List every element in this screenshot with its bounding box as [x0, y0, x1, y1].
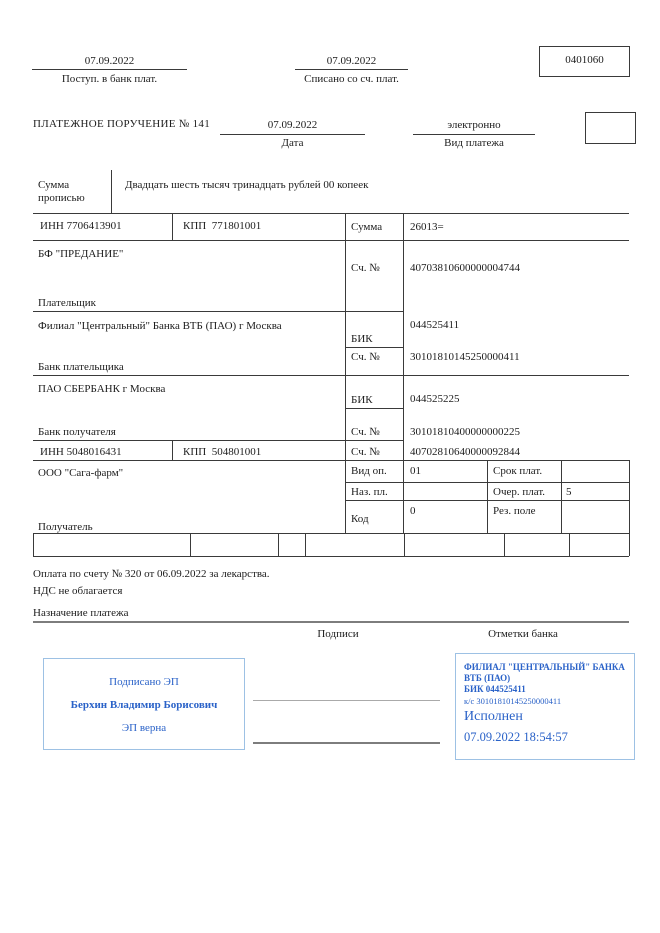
esignature-signer-name: Берхин Владимир Борисович: [70, 699, 218, 711]
bank-stamp-bik: БИК 044525411: [464, 684, 526, 694]
payee-name: ООО "Сага-фарм": [38, 467, 124, 479]
op-grid-divider: [487, 460, 488, 533]
payment-kind-value: электронно: [447, 119, 501, 131]
budget-row-divider: [190, 533, 191, 556]
form-code: 0401060: [565, 54, 604, 66]
sum-value: 26013=: [410, 221, 444, 233]
purpose-line-2: НДС не облагается: [33, 585, 123, 597]
label-column-left-border: [345, 213, 346, 533]
bank-stamp-corr-account: к/с 30101810145250000411: [464, 696, 562, 706]
payee-label: Получатель: [38, 521, 93, 533]
inn-kpp-divider: [172, 213, 173, 240]
table-line: [33, 311, 403, 312]
form-code-box: [539, 46, 630, 77]
esignature-signed-label: Подписано ЭП: [109, 676, 179, 688]
budget-row-divider: [629, 533, 630, 556]
received-date-label: Поступ. в банк плат.: [61, 73, 158, 85]
payee-kpp: КПП 504801001: [183, 446, 262, 458]
payer-bank-account-label: Сч. №: [351, 351, 380, 363]
debited-date-label: Списано со сч. плат.: [304, 73, 399, 85]
document-date: 07.09.2022: [267, 119, 318, 131]
payee-bank-bik: 044525225: [410, 393, 460, 405]
table-line: [33, 213, 629, 214]
payee-bank-account: 30101810400000000225: [410, 426, 520, 438]
bank-stamp-status: Исполнен: [464, 709, 523, 724]
budget-row-divider: [404, 533, 405, 556]
budget-row-divider: [305, 533, 306, 556]
budget-row-divider: [504, 533, 505, 556]
received-date-underline: [32, 69, 187, 70]
debited-date: 07.09.2022: [326, 55, 377, 67]
code-label: Код: [351, 513, 369, 525]
due-label: Срок плат.: [493, 465, 543, 477]
bank-stamp-branch-line2: ВТБ (ПАО): [464, 673, 511, 683]
op-grid-right-border: [629, 460, 630, 533]
table-line: [33, 375, 629, 376]
table-line: [345, 408, 403, 409]
payer-label: Плательщик: [38, 297, 96, 309]
table-line: [33, 440, 403, 441]
purpose-line-1: Оплата по счету № 320 от 06.09.2022 за лекарства.: [33, 568, 270, 580]
table-line: [33, 240, 629, 241]
payer-account: 40703810600000004744: [410, 262, 520, 274]
amount-words-divider: [111, 170, 112, 213]
signature-line-2: [253, 742, 440, 744]
esignature-valid-label: ЭП верна: [121, 722, 167, 734]
payee-inn: ИНН 5048016431: [40, 446, 122, 458]
op-type-value: 01: [410, 465, 421, 477]
payer-bank-name: Филиал "Центральный" Банка ВТБ (ПАО) г Москва: [38, 320, 282, 332]
payee-bank-name: ПАО СБЕРБАНК г Москва: [38, 383, 166, 395]
status-field-box: [585, 112, 636, 144]
budget-row-divider: [569, 533, 570, 556]
bank-stamp-timestamp: 07.09.2022 18:54:57: [464, 730, 568, 744]
priority-value: 5: [566, 486, 572, 498]
inn-kpp-divider-2: [172, 440, 173, 460]
received-date: 07.09.2022: [84, 55, 135, 67]
payee-bank-label: Банк получателя: [38, 426, 116, 438]
table-line: [33, 533, 629, 534]
payer-inn: ИНН 7706413901: [40, 220, 122, 232]
payer-kpp: КПП 771801001: [183, 220, 262, 232]
amount-words-value: Двадцать шесть тысяч тринадцать рублей 00 копеек: [125, 179, 369, 191]
debited-date-underline: [295, 69, 408, 70]
sum-label: Сумма: [351, 221, 383, 233]
esignature-stamp: [43, 658, 245, 750]
payee-bank-bik-label: БИК: [351, 394, 373, 406]
payee-account: 40702810640000092844: [410, 446, 520, 458]
amount-words-label: Сумма прописью: [38, 179, 85, 204]
value-column-left-border: [403, 213, 404, 533]
bank-stamp: [455, 653, 635, 760]
bank-marks-label: Отметки банка: [488, 628, 558, 640]
payee-bank-account-label: Сч. №: [351, 426, 380, 438]
document-title: ПЛАТЕЖНОЕ ПОРУЧЕНИЕ № 141: [33, 118, 211, 130]
table-line: [33, 460, 629, 461]
payer-bank-account: 30101810145250000411: [410, 351, 520, 363]
signature-line-1: [253, 700, 440, 701]
payer-bank-bik-label: БИК: [351, 333, 373, 345]
document-date-underline: [220, 134, 365, 135]
purpose-underline: [33, 621, 629, 623]
purpose-label: Назначение платежа: [33, 607, 129, 619]
payer-bank-label: Банк плательщика: [38, 361, 124, 373]
budget-row-divider: [278, 533, 279, 556]
budget-row-divider: [33, 533, 34, 556]
table-line: [345, 347, 403, 348]
reserve-label: Рез. поле: [493, 505, 536, 517]
document-date-label: Дата: [281, 137, 304, 149]
signatures-label: Подписи: [317, 628, 359, 640]
op-grid-divider: [561, 460, 562, 533]
table-line: [33, 556, 629, 557]
priority-label: Очер. плат.: [493, 486, 546, 498]
op-type-label: Вид оп.: [351, 465, 387, 477]
bank-stamp-branch-line1: ФИЛИАЛ "ЦЕНТРАЛЬНЫЙ" БАНКА: [464, 662, 625, 672]
payment-kind-underline: [413, 134, 535, 135]
payment-kind-label: Вид платежа: [444, 137, 504, 149]
payee-account-label: Сч. №: [351, 446, 380, 458]
code-value: 0: [410, 505, 416, 517]
payer-account-label: Сч. №: [351, 262, 380, 274]
purpose-code-label: Наз. пл.: [351, 486, 388, 498]
payer-bank-bik: 044525411: [410, 319, 460, 331]
payer-name: БФ "ПРЕДАНИЕ": [38, 248, 124, 260]
